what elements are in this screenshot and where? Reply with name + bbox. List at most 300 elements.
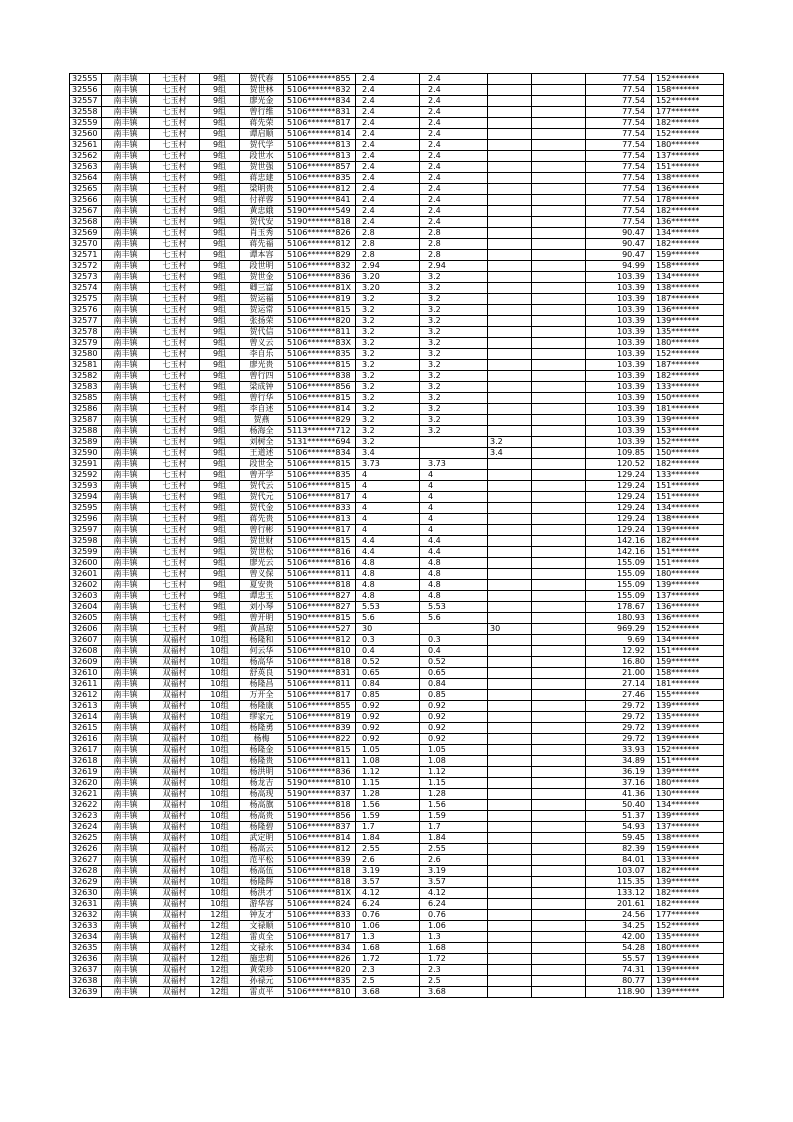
cell-area-a: 3.2 — [420, 316, 488, 327]
cell-name: 范平松 — [240, 855, 284, 866]
cell-group: 9组 — [200, 580, 240, 591]
cell-id-number: 5131*******694 — [284, 437, 356, 448]
cell-phone: 177******* — [652, 107, 724, 118]
cell-area-b — [488, 173, 532, 184]
table-row — [70, 767, 724, 778]
cell-id-number: 5106*******810 — [284, 646, 356, 657]
cell-area-a: 0.52 — [420, 657, 488, 668]
cell-area-c — [532, 338, 586, 349]
cell-area-a: 2.8 — [420, 239, 488, 250]
cell-area-c — [532, 96, 586, 107]
cell-area-c — [532, 514, 586, 525]
cell-area-c — [532, 184, 586, 195]
cell-row-number: 32611 — [70, 679, 102, 690]
cell-phone: 150******* — [652, 448, 724, 459]
cell-area-b — [488, 140, 532, 151]
cell-name: 刘小琴 — [240, 602, 284, 613]
cell-village: 七玉村 — [150, 294, 200, 305]
cell-name: 付祥蓉 — [240, 195, 284, 206]
cell-area-a: 2.4 — [420, 140, 488, 151]
cell-area-b — [488, 855, 532, 866]
cell-village: 双福村 — [150, 745, 200, 756]
cell-phone: 152******* — [652, 921, 724, 932]
cell-area-b — [488, 327, 532, 338]
table-row — [70, 96, 724, 107]
cell-area-b — [488, 162, 532, 173]
cell-name: 杨洪明 — [240, 767, 284, 778]
cell-area-c — [532, 910, 586, 921]
cell-group: 10组 — [200, 635, 240, 646]
cell-town: 南丰镇 — [102, 635, 150, 646]
cell-group: 10组 — [200, 789, 240, 800]
cell-area: 4 — [356, 470, 420, 481]
table-row — [70, 371, 724, 382]
cell-area-b: 30 — [488, 624, 532, 635]
cell-area-a: 4 — [420, 503, 488, 514]
cell-name: 施忠莉 — [240, 954, 284, 965]
cell-village: 七玉村 — [150, 140, 200, 151]
table-row — [70, 822, 724, 833]
cell-village: 双福村 — [150, 789, 200, 800]
cell-name: 杨梅 — [240, 734, 284, 745]
cell-name: 杨高贵 — [240, 811, 284, 822]
cell-town: 南丰镇 — [102, 679, 150, 690]
cell-id-number: 5106*******810 — [284, 921, 356, 932]
cell-area-b — [488, 811, 532, 822]
cell-phone: 138******* — [652, 833, 724, 844]
cell-id-number: 5106*******817 — [284, 690, 356, 701]
cell-row-number: 32578 — [70, 327, 102, 338]
cell-area-b — [488, 492, 532, 503]
cell-area-c — [532, 404, 586, 415]
cell-area-a: 3.2 — [420, 393, 488, 404]
cell-town: 南丰镇 — [102, 657, 150, 668]
cell-name: 贺代学 — [240, 140, 284, 151]
cell-name: 曾开明 — [240, 613, 284, 624]
cell-phone: 182******* — [652, 899, 724, 910]
cell-phone: 182******* — [652, 536, 724, 547]
cell-town: 南丰镇 — [102, 272, 150, 283]
cell-area-c — [532, 899, 586, 910]
cell-id-number: 5106*******856 — [284, 382, 356, 393]
cell-group: 10组 — [200, 811, 240, 822]
cell-area-a: 2.4 — [420, 85, 488, 96]
cell-area-b — [488, 558, 532, 569]
cell-amount: 59.45 — [586, 833, 652, 844]
cell-area-a: 3.2 — [420, 272, 488, 283]
table-row — [70, 327, 724, 338]
table-row — [70, 151, 724, 162]
cell-row-number: 32628 — [70, 866, 102, 877]
cell-group: 9组 — [200, 74, 240, 85]
cell-area-c — [532, 624, 586, 635]
cell-group: 9组 — [200, 338, 240, 349]
cell-amount: 84.01 — [586, 855, 652, 866]
cell-phone: 138******* — [652, 173, 724, 184]
cell-town: 南丰镇 — [102, 470, 150, 481]
cell-phone: 133******* — [652, 382, 724, 393]
cell-town: 南丰镇 — [102, 976, 150, 987]
cell-name: 杨海全 — [240, 426, 284, 437]
cell-area-b — [488, 129, 532, 140]
cell-group: 10组 — [200, 888, 240, 899]
cell-area-c — [532, 877, 586, 888]
cell-town: 南丰镇 — [102, 602, 150, 613]
cell-town: 南丰镇 — [102, 514, 150, 525]
cell-phone: 151******* — [652, 646, 724, 657]
cell-row-number: 32567 — [70, 206, 102, 217]
cell-group: 9组 — [200, 118, 240, 129]
cell-group: 10组 — [200, 657, 240, 668]
cell-amount: 77.54 — [586, 118, 652, 129]
cell-group: 12组 — [200, 921, 240, 932]
cell-id-number: 5106*******81X — [284, 283, 356, 294]
cell-row-number: 32608 — [70, 646, 102, 657]
cell-area-b — [488, 195, 532, 206]
cell-area-b — [488, 844, 532, 855]
cell-town: 南丰镇 — [102, 426, 150, 437]
cell-area-a: 2.4 — [420, 96, 488, 107]
cell-group: 10组 — [200, 723, 240, 734]
cell-village: 七玉村 — [150, 558, 200, 569]
cell-name: 谭本容 — [240, 250, 284, 261]
cell-phone: 138******* — [652, 514, 724, 525]
cell-area-a: 0.85 — [420, 690, 488, 701]
cell-group: 9组 — [200, 239, 240, 250]
cell-amount: 77.54 — [586, 162, 652, 173]
cell-amount: 54.93 — [586, 822, 652, 833]
table-row — [70, 745, 724, 756]
cell-area-b — [488, 393, 532, 404]
cell-id-number: 5106*******835 — [284, 976, 356, 987]
cell-area-c — [532, 712, 586, 723]
table-row — [70, 250, 724, 261]
cell-area-a: 4.8 — [420, 569, 488, 580]
cell-town: 南丰镇 — [102, 151, 150, 162]
table-row — [70, 844, 724, 855]
cell-row-number: 32621 — [70, 789, 102, 800]
cell-area-b — [488, 954, 532, 965]
cell-area-c — [532, 789, 586, 800]
cell-amount: 77.54 — [586, 206, 652, 217]
table-row — [70, 129, 724, 140]
cell-town: 南丰镇 — [102, 822, 150, 833]
cell-town: 南丰镇 — [102, 591, 150, 602]
cell-name: 何云华 — [240, 646, 284, 657]
cell-phone: 139******* — [652, 316, 724, 327]
cell-row-number: 32626 — [70, 844, 102, 855]
cell-amount: 41.36 — [586, 789, 652, 800]
cell-amount: 129.24 — [586, 481, 652, 492]
cell-town: 南丰镇 — [102, 888, 150, 899]
cell-name: 杨隆贵 — [240, 756, 284, 767]
table-row — [70, 261, 724, 272]
cell-area-a: 3.2 — [420, 349, 488, 360]
cell-area-a: 0.92 — [420, 712, 488, 723]
cell-village: 七玉村 — [150, 613, 200, 624]
cell-id-number: 5106*******836 — [284, 767, 356, 778]
cell-amount: 77.54 — [586, 129, 652, 140]
cell-area-c — [532, 294, 586, 305]
cell-name: 贺代安 — [240, 217, 284, 228]
cell-phone: 151******* — [652, 756, 724, 767]
cell-area-c — [532, 756, 586, 767]
cell-id-number: 5106*******812 — [284, 635, 356, 646]
cell-area: 4 — [356, 525, 420, 536]
cell-town: 南丰镇 — [102, 85, 150, 96]
cell-village: 七玉村 — [150, 525, 200, 536]
cell-area-a: 2.4 — [420, 107, 488, 118]
cell-phone: 136******* — [652, 613, 724, 624]
cell-amount: 77.54 — [586, 195, 652, 206]
cell-name: 黄昌琼 — [240, 624, 284, 635]
cell-village: 双福村 — [150, 932, 200, 943]
cell-phone: 139******* — [652, 877, 724, 888]
cell-village: 双福村 — [150, 701, 200, 712]
cell-name: 杨洪才 — [240, 888, 284, 899]
cell-amount: 129.24 — [586, 470, 652, 481]
cell-group: 12组 — [200, 910, 240, 921]
cell-group: 12组 — [200, 954, 240, 965]
cell-group: 9组 — [200, 305, 240, 316]
cell-area: 2.6 — [356, 855, 420, 866]
cell-area-b — [488, 316, 532, 327]
cell-area-b — [488, 987, 532, 998]
cell-area-a: 3.2 — [420, 283, 488, 294]
cell-name: 廖光贵 — [240, 360, 284, 371]
cell-phone: 182******* — [652, 371, 724, 382]
cell-area-b — [488, 635, 532, 646]
cell-phone: 180******* — [652, 943, 724, 954]
cell-id-number: 5106*******817 — [284, 932, 356, 943]
cell-id-number: 5106*******812 — [284, 184, 356, 195]
cell-group: 9组 — [200, 547, 240, 558]
cell-area-b — [488, 349, 532, 360]
cell-area-c — [532, 844, 586, 855]
table-row — [70, 195, 724, 206]
cell-area-c — [532, 547, 586, 558]
cell-name: 杨隆碧 — [240, 822, 284, 833]
cell-area: 3.2 — [356, 360, 420, 371]
cell-row-number: 32602 — [70, 580, 102, 591]
cell-id-number: 5106*******815 — [284, 459, 356, 470]
cell-amount: 90.47 — [586, 239, 652, 250]
cell-area-a: 4.4 — [420, 547, 488, 558]
cell-group: 10组 — [200, 899, 240, 910]
table-row — [70, 239, 724, 250]
cell-amount: 103.39 — [586, 404, 652, 415]
cell-village: 七玉村 — [150, 195, 200, 206]
cell-area: 5.6 — [356, 613, 420, 624]
cell-phone: 138******* — [652, 283, 724, 294]
cell-town: 南丰镇 — [102, 701, 150, 712]
cell-name: 肖玉秀 — [240, 228, 284, 239]
cell-area-b — [488, 646, 532, 657]
cell-village: 七玉村 — [150, 85, 200, 96]
cell-group: 9组 — [200, 569, 240, 580]
cell-village: 双福村 — [150, 866, 200, 877]
cell-row-number: 32619 — [70, 767, 102, 778]
cell-row-number: 32568 — [70, 217, 102, 228]
cell-phone: 180******* — [652, 338, 724, 349]
cell-phone: 182******* — [652, 888, 724, 899]
cell-row-number: 32556 — [70, 85, 102, 96]
cell-id-number: 5106*******814 — [284, 833, 356, 844]
cell-village: 七玉村 — [150, 591, 200, 602]
cell-group: 9组 — [200, 591, 240, 602]
table-row — [70, 910, 724, 921]
cell-group: 9组 — [200, 492, 240, 503]
cell-amount: 103.39 — [586, 360, 652, 371]
cell-phone: 139******* — [652, 525, 724, 536]
table-row — [70, 954, 724, 965]
cell-row-number: 32639 — [70, 987, 102, 998]
cell-town: 南丰镇 — [102, 921, 150, 932]
table-row — [70, 734, 724, 745]
cell-group: 10组 — [200, 855, 240, 866]
cell-area: 0.92 — [356, 723, 420, 734]
cell-group: 9组 — [200, 525, 240, 536]
cell-village: 双福村 — [150, 888, 200, 899]
cell-area-c — [532, 987, 586, 998]
cell-row-number: 32633 — [70, 921, 102, 932]
cell-row-number: 32558 — [70, 107, 102, 118]
cell-row-number: 32586 — [70, 404, 102, 415]
cell-row-number: 32629 — [70, 877, 102, 888]
cell-phone: 139******* — [652, 976, 724, 987]
cell-area: 3.20 — [356, 272, 420, 283]
cell-area-b — [488, 877, 532, 888]
cell-area: 4.4 — [356, 547, 420, 558]
cell-phone: 180******* — [652, 569, 724, 580]
cell-row-number: 32627 — [70, 855, 102, 866]
cell-name: 曾行维 — [240, 107, 284, 118]
cell-town: 南丰镇 — [102, 239, 150, 250]
cell-phone: 151******* — [652, 558, 724, 569]
cell-area-a: 1.15 — [420, 778, 488, 789]
cell-amount: 90.47 — [586, 228, 652, 239]
cell-area: 3.73 — [356, 459, 420, 470]
cell-town: 南丰镇 — [102, 129, 150, 140]
cell-amount: 94.99 — [586, 261, 652, 272]
table-row — [70, 855, 724, 866]
cell-town: 南丰镇 — [102, 162, 150, 173]
cell-group: 9组 — [200, 459, 240, 470]
cell-town: 南丰镇 — [102, 877, 150, 888]
cell-area: 3.2 — [356, 415, 420, 426]
cell-amount: 51.37 — [586, 811, 652, 822]
cell-id-number: 5106*******817 — [284, 118, 356, 129]
cell-village: 七玉村 — [150, 327, 200, 338]
cell-area-c — [532, 349, 586, 360]
table-row — [70, 514, 724, 525]
cell-village: 双福村 — [150, 723, 200, 734]
cell-town: 南丰镇 — [102, 789, 150, 800]
table-row — [70, 789, 724, 800]
cell-area-a: 2.4 — [420, 129, 488, 140]
cell-phone: 159******* — [652, 250, 724, 261]
table-row — [70, 316, 724, 327]
cell-row-number: 32613 — [70, 701, 102, 712]
cell-row-number: 32591 — [70, 459, 102, 470]
cell-group: 10组 — [200, 679, 240, 690]
cell-area-b — [488, 712, 532, 723]
cell-area-c — [532, 129, 586, 140]
cell-area-b — [488, 382, 532, 393]
cell-row-number: 32623 — [70, 811, 102, 822]
cell-row-number: 32609 — [70, 657, 102, 668]
cell-amount: 103.39 — [586, 426, 652, 437]
cell-group: 9组 — [200, 327, 240, 338]
cell-area: 3.2 — [356, 327, 420, 338]
cell-amount: 27.14 — [586, 679, 652, 690]
cell-phone: 130******* — [652, 789, 724, 800]
cell-village: 双福村 — [150, 910, 200, 921]
cell-id-number: 5106*******814 — [284, 129, 356, 140]
table-row — [70, 85, 724, 96]
cell-phone: 152******* — [652, 96, 724, 107]
cell-row-number: 32575 — [70, 294, 102, 305]
table-row — [70, 349, 724, 360]
cell-name: 蒋先福 — [240, 239, 284, 250]
cell-village: 双福村 — [150, 811, 200, 822]
table-row — [70, 756, 724, 767]
cell-town: 南丰镇 — [102, 184, 150, 195]
cell-name: 王道述 — [240, 448, 284, 459]
cell-village: 七玉村 — [150, 228, 200, 239]
cell-area-c — [532, 668, 586, 679]
cell-area-b — [488, 723, 532, 734]
cell-area-b — [488, 547, 532, 558]
cell-amount: 155.09 — [586, 569, 652, 580]
cell-phone: 152******* — [652, 349, 724, 360]
cell-village: 双福村 — [150, 756, 200, 767]
cell-group: 10组 — [200, 701, 240, 712]
cell-phone: 136******* — [652, 184, 724, 195]
cell-area-c — [532, 580, 586, 591]
cell-phone: 152******* — [652, 624, 724, 635]
table-row — [70, 547, 724, 558]
cell-area-a — [420, 448, 488, 459]
cell-amount: 90.47 — [586, 250, 652, 261]
cell-id-number: 5106*******835 — [284, 349, 356, 360]
cell-group: 12组 — [200, 976, 240, 987]
cell-area-c — [532, 932, 586, 943]
cell-village: 七玉村 — [150, 250, 200, 261]
cell-town: 南丰镇 — [102, 613, 150, 624]
cell-village: 七玉村 — [150, 107, 200, 118]
table-row — [70, 481, 724, 492]
cell-id-number: 5106*******812 — [284, 239, 356, 250]
cell-area-b — [488, 272, 532, 283]
cell-village: 七玉村 — [150, 162, 200, 173]
cell-group: 10组 — [200, 778, 240, 789]
cell-area-c — [532, 503, 586, 514]
cell-area: 2.4 — [356, 74, 420, 85]
cell-name: 贺燕 — [240, 415, 284, 426]
cell-name: 曾义保 — [240, 569, 284, 580]
cell-area-c — [532, 140, 586, 151]
cell-area-c — [532, 426, 586, 437]
cell-area: 2.4 — [356, 118, 420, 129]
cell-town: 南丰镇 — [102, 305, 150, 316]
cell-area-c — [532, 74, 586, 85]
cell-id-number: 5106*******810 — [284, 987, 356, 998]
cell-area-a: 2.8 — [420, 250, 488, 261]
cell-amount: 54.28 — [586, 943, 652, 954]
cell-town: 南丰镇 — [102, 118, 150, 129]
cell-area: 2.4 — [356, 217, 420, 228]
